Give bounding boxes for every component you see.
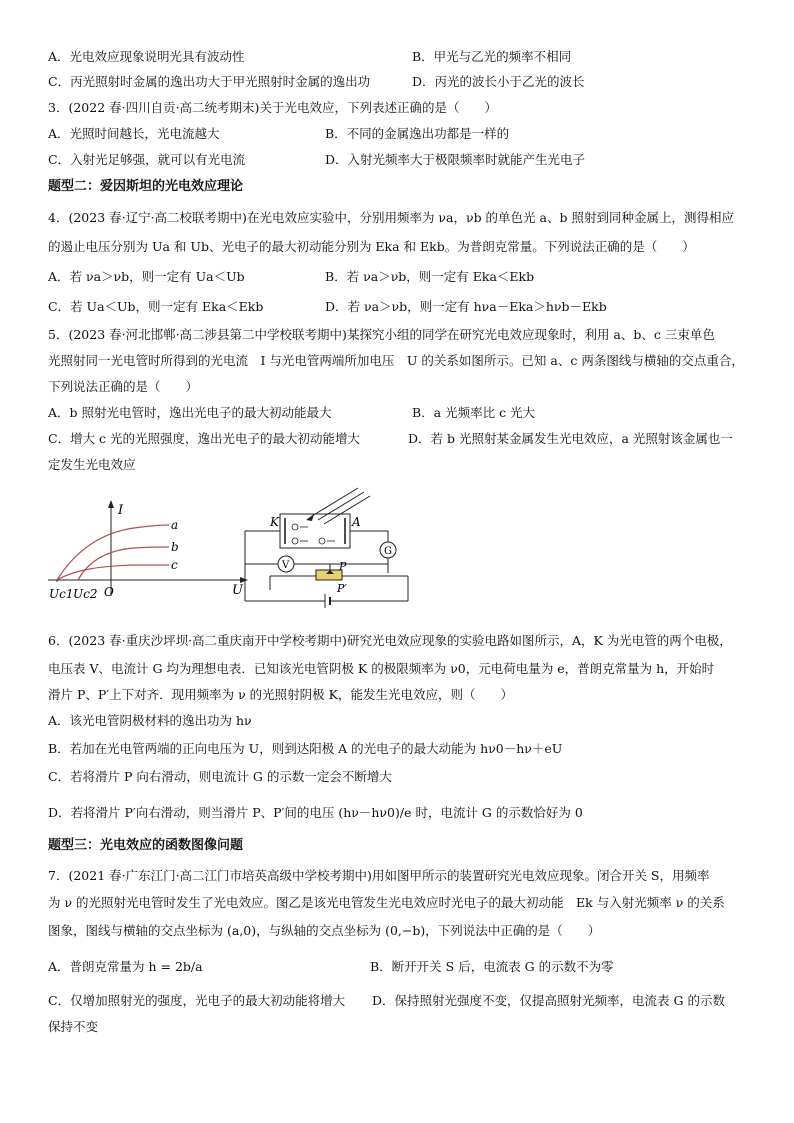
q6-option-c: C．若将滑片 P 向右滑动，则电流计 G 的示数一定会不断增大 (48, 769, 392, 784)
q4-option-d: D．若 νa＞νb，则一定有 hνa－Eka＞hνb－Ekb (325, 299, 607, 314)
curve-c-label: c (171, 558, 178, 572)
section-heading-2: 题型二：爱因斯坦的光电效应理论 (48, 179, 244, 194)
q3-option-d: D．入射光频率大于极限频率时就能产生光电子 (325, 152, 586, 167)
curve-c (57, 565, 169, 580)
q3-option-b: B．不同的金属逸出功都是一样的 (325, 126, 510, 141)
q5-option-a: A．b 照射光电管时，逸出光电子的最大初动能最大 (48, 405, 332, 420)
q4-stem-1: 4．(2023 春·辽宁·高二校联考期中)在光电效应实验中，分别用频率为 νa，νb 的单色光 a、b 照射到同种金属上，测得相应 (48, 210, 734, 225)
q2-option-c: C．丙光照射时金属的逸出功大于甲光照射时金属的逸出功 (48, 74, 371, 89)
q7-stem-2: 为 ν 的光照射光电管时发生了光电效应。图乙是该光电管发生光电效应时光电子的最大初动能 Ek 与入射光频率 ν 的关系 (48, 895, 725, 910)
v-label: V (282, 560, 290, 571)
q6-stem-1: 6．(2023 春·重庆沙坪坝·高二重庆南开中学校考期中)研究光电效应现象的实验电路如图所示，A，K 为光电管的两个电极， (48, 633, 732, 648)
q2-option-a: A．光电效应现象说明光具有波动性 (48, 49, 245, 64)
q7-stem-3: 图象，图线与横轴的交点坐标为 (a,0)，与纵轴的交点坐标为 (0,−b)，下列说法中正确的是（ ） (48, 923, 601, 938)
q3-option-c: C．入射光足够强，就可以有光电流 (48, 152, 246, 167)
uc2-label: Uc2 (73, 587, 98, 601)
q3-stem: 3．(2022 春·四川自贡·高二统考期末)关于光电效应，下列表述正确的是（ ） (48, 100, 497, 115)
p2-label: P′ (337, 582, 347, 595)
iu-graph (44, 498, 254, 602)
q5-option-d-cont: 定发生光电效应 (48, 457, 136, 472)
q4-option-c: C．若 Ua＜Ub，则一定有 Eka＜Ekb (48, 299, 264, 314)
q5-option-c: C．增大 c 光的光照强度，逸出光电子的最大初动能增大 (48, 431, 361, 446)
curve-a-label: a (171, 518, 179, 532)
q3-option-a: A．光照时间越长，光电流越大 (48, 126, 220, 141)
q7-option-c: C．仅增加照射光的强度，光电子的最大初动能将增大 (48, 993, 346, 1008)
q5-stem-3: 下列说法正确的是（ ） (48, 379, 199, 394)
section-heading-3: 题型三：光电效应的函数图像问题 (48, 838, 244, 853)
q6-option-a: A．该光电管阴极材料的逸出功为 hν (48, 713, 252, 728)
q5-stem-2: 光照射同一光电管时所得到的光电流 I 与光电管两端所加电压 U 的关系如图所示。已知 a、c 两条图线与横轴的交点重合， (48, 353, 744, 368)
k-label: K (270, 515, 279, 529)
q6-option-d: D．若将滑片 P′向右滑动，则当滑片 P、P′间的电压 (hν－hν0)/e 时，电流计 G 的示数恰好为 0 (48, 805, 583, 820)
q7-option-b: B．断开开关 S 后，电流表 G 的示数不为零 (370, 959, 614, 974)
circuit-diagram (240, 486, 420, 624)
p-label: P (339, 560, 347, 573)
q6-option-b: B．若加在光电管两端的正向电压为 U，则到达阳极 A 的光电子的最大动能为 hν0－hν＋eU (48, 741, 563, 756)
q7-stem-1: 7．(2021 春·广东江门·高二江门市培英高级中学校考期中)用如图甲所示的装置研究光电效应现象。闭合开关 S，用频率 (48, 868, 710, 883)
q2-option-d: D．丙光的波长小于乙光的波长 (412, 74, 585, 89)
q7-option-d-cont: 保持不变 (48, 1019, 99, 1034)
q5-stem-1: 5．(2023 春·河北邯郸·高二涉县第二中学校联考期中)某探究小组的同学在研究光电效应现象时，利用 a、b、c 三束单色 (48, 327, 715, 342)
origin-label: O (104, 585, 114, 599)
g-label: G (384, 546, 392, 557)
axis-u-label: U (232, 583, 243, 598)
curve-b (78, 547, 169, 580)
curve-b-label: b (171, 540, 179, 554)
q7-option-a: A．普朗克常量为 h = 2b/a (48, 959, 203, 974)
axis-i-label: I (118, 503, 124, 518)
q6-stem-3: 滑片 P、P′上下对齐．现用频率为 ν 的光照射阴极 K，能发生光电效应，则（ ） (48, 687, 513, 702)
q5-option-d: D．若 b 光照射某金属发生光电效应，a 光照射该金属也一 (408, 431, 733, 446)
q4-stem-2: 的遏止电压分别为 Ua 和 Ub、光电子的最大初动能分别为 Eka 和 Ekb。为普朗克常量。下列说法正确的是（ ） (48, 239, 695, 254)
q6-stem-2: 电压表 V、电流计 G 均为理想电表．已知该光电管阴极 K 的极限频率为 ν0，元电荷电量为 e，普朗克常量为 h，开始时 (48, 661, 715, 676)
q4-option-a: A．若 νa＞νb，则一定有 Ua＜Ub (48, 269, 245, 284)
a-label: A (352, 515, 361, 529)
q5-option-b: B．a 光频率比 c 光大 (412, 405, 536, 420)
q7-option-d: D．保持照射光强度不变，仅提高照射光频率，电流表 G 的示数 (372, 993, 725, 1008)
q2-option-b: B．甲光与乙光的频率不相同 (412, 49, 572, 64)
q4-option-b: B．若 νa＞νb，则一定有 Eka＜Ekb (325, 269, 535, 284)
uc1-label: Uc1 (49, 587, 74, 601)
